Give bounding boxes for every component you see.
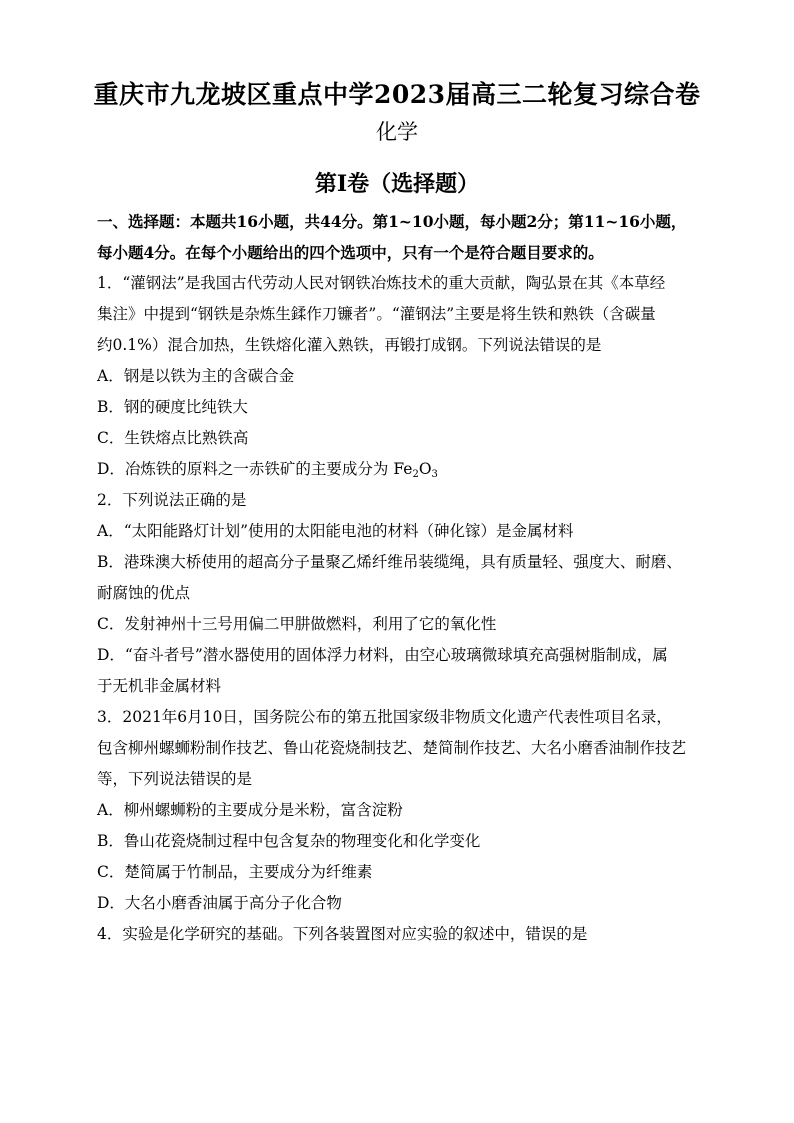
- option-a: A．钢是以铁为主的含碳合金: [97, 367, 295, 385]
- section-instructions: [97, 206, 701, 268]
- instructions-line: 每小题4分。在每个小题给出的四个选项中，只有一个是符合题目要求的。: [97, 243, 604, 262]
- option-d: D．“奋斗者号”潜水器使用的固体浮力材料，由空心玻璃微球填充高强树脂制成，属: [97, 646, 668, 664]
- question-2: [97, 485, 701, 702]
- option-d-text: D．冶炼铁的原料之一赤铁矿的主要成分为 Fe: [97, 460, 413, 478]
- exam-title: 重庆市九龙坡区重点中学2023届高三二轮复习综合卷: [93, 80, 701, 109]
- question-stem-line: 包含柳州螺蛳粉制作技艺、鲁山花瓷烧制技艺、楚简制作技艺、大名小磨香油制作技艺: [97, 739, 687, 757]
- option-c: C．楚简属于竹制品，主要成分为纤维素: [97, 863, 373, 881]
- question-stem-line: 1．“灌钢法”是我国古代劳动人民对钢铁冶炼技术的重大贡献，陶弘景在其《本草经: [97, 274, 666, 292]
- question-stem-line: 集注》中提到“钢铁是杂炼生鍒作刀镰者”。“灌钢法”主要是将生铁和熟铁（含碳量: [97, 305, 656, 323]
- option-a: A．“太阳能路灯计划”使用的太阳能电池的材料（砷化镓）是金属材料: [97, 522, 574, 540]
- option-d-cont: 于无机非金属材料: [97, 677, 222, 695]
- option-a: A．柳州螺蛳粉的主要成分是米粉，富含淀粉: [97, 801, 403, 819]
- question-stem-line: 2．下列说法正确的是: [97, 491, 247, 509]
- question-stem-line: 3．2021年6月10日，国务院公布的第五批国家级非物质文化遗产代表性项目名录，: [97, 708, 672, 726]
- option-b-cont: 耐腐蚀的优点: [97, 584, 191, 602]
- question-3: [97, 702, 701, 919]
- question-4: [97, 919, 701, 950]
- instructions-line: 一、选择题：本题共16小题，共44分。第1~10小题，每小题2分；第11~16小题，: [97, 212, 687, 231]
- option-d: [97, 454, 701, 485]
- option-c: C．生铁熔点比熟铁高: [97, 429, 249, 447]
- question-stem-line: 约0.1%）混合加热，生铁熔化灌入熟铁，再锻打成钢。下列说法错误的是: [97, 336, 602, 354]
- question-1: [97, 268, 701, 485]
- question-stem-line: 4．实验是化学研究的基础。下列各装置图对应实验的叙述中，错误的是: [97, 925, 588, 943]
- formula-element: O: [418, 460, 432, 478]
- option-b: B．港珠澳大桥使用的超高分子量聚乙烯纤维吊装缆绳，具有质量轻、强度大、耐磨、: [97, 553, 682, 571]
- exam-body: [97, 206, 701, 950]
- section-title: 第Ⅰ卷（选择题）: [314, 171, 480, 197]
- subject-label: 化学: [376, 120, 418, 144]
- subscript: 3: [431, 469, 438, 480]
- option-b: B．钢的硬度比纯铁大: [97, 398, 248, 416]
- question-stem-line: 等，下列说法错误的是: [97, 770, 253, 788]
- option-c: C．发射神州十三号用偏二甲肼做燃料，利用了它的氧化性: [97, 615, 497, 633]
- option-d: D．大名小磨香油属于高分子化合物: [97, 894, 342, 912]
- option-b: B．鲁山花瓷烧制过程中包含复杂的物理变化和化学变化: [97, 832, 481, 850]
- subscript: 2: [412, 469, 419, 480]
